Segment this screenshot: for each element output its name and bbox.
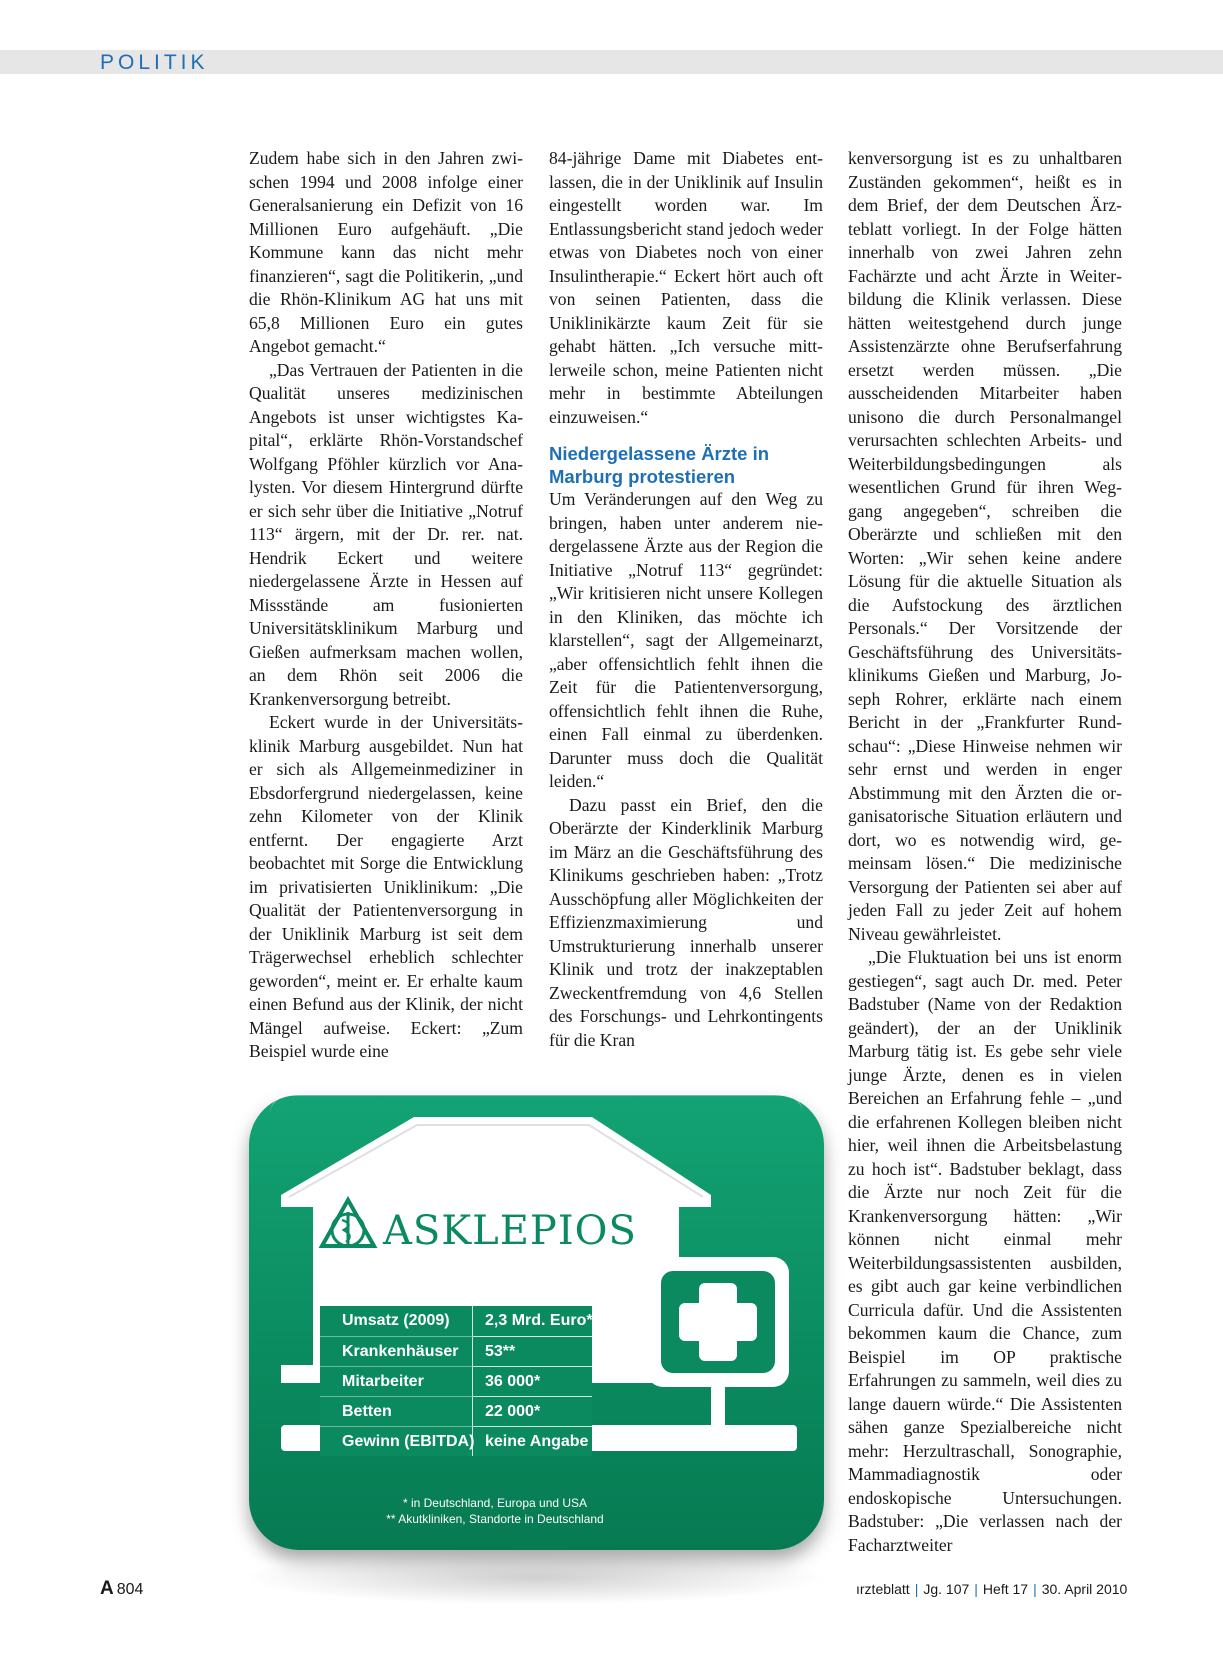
paragraph: Eckert wurde in der Universitätsklinik Marburg ausgebildet. Nun hat er sich als Allgemeinmediziner in Ebsdorfergrund niedergelassen, keine zehn Kilometer von der Klinik entfernt. Der engagierte Arzt beobachtet mit Sorge die Entwicklung im privatisierten Uniklinikum: „Die Qualität der Patientenversorgung in der Uniklinik Marburg ist seit dem Trägerwechsel erheblich schlechter geworden“, meint er. Er erhalte kaum einen Befund aus der Klinik, der nicht Mängel aufweise. Eckert: „Zum Beispiel wurde eine xyxy=(249,712,523,1061)
graphic-shadow xyxy=(240,1550,830,1605)
asklepios-logo-icon xyxy=(318,1196,378,1256)
fact-value: 2,3 Mrd. Euro* xyxy=(485,1312,593,1329)
paragraph: „Das Vertrauen der Patienten in die Qualität unseres medizinischen Angebots ist unser wichtigstes Kapital“, erklärte Rhön-Vorstandschef Wolfgang Pföhler kürzlich vor Analysten. Vor diesem Hintergrund dürfte er sich sehr über die Initiative „Notruf 113“ ärgern, mit der Dr. rer. nat. Hendrik Eckert und weitere niedergelassene Ärzte in Hessen auf Missstände am fusionierten Universitätsklinikum Marburg und Gießen aufmerksam machen wollen, an dem Rhön seit 2006 die Krankenversorgung betreibt. xyxy=(249,359,523,709)
fact-label: Gewinn (EBITDA) xyxy=(320,1426,473,1456)
fact-label: Krankenhäuser xyxy=(320,1336,473,1366)
paragraph: Dazu passt ein Brief, den die Oberärzte der Kinderklinik Marburg im März an die Geschäftsführung des Klinikums geschrieben haben: „Trotz Ausschöpfung aller Möglichkeiten der Effizienzmaximierung und Umstrukturierung innerhalb unserer Klinik und trotz der inakzeptablen Zweckentfremdung von 4,6 Stellen des Forschungs- und Lehrkontingents für die Kran xyxy=(549,794,823,1050)
fact-value: 53** xyxy=(473,1336,592,1366)
table-row xyxy=(320,1426,592,1456)
paragraph: „Die Fluktuation bei uns ist enorm gestiegen“, sagt auch Dr. med. Peter Badstuber (Name von der Redaktion geändert), der an der Uniklinik Marburg tätig ist. Es gebe sehr viele junge Ärzte, denen es in vielen Bereichen an Erfahrung fehle – „und die erfahrenen Kollegen bleiben nicht hier, weil ihnen die Arbeitsbelastung zu hoch ist“. Badstuber beklagt, dass die Ärzte nur noch Zeit für die Krankenversorgung hätten: „Wir können nicht einmal mehr Weiterbildungsassistenten ausbilden, es gibt auch gar keine verbindlichen Curricula dafür. Und die Assistenten bekommen kaum die Chance, zum Beispiel im OP praktische Erfahrungen zu sammeln, weil dies zu lange dauern würde.“ Die Assistenten sähen ganze Spezialbereiche nicht mehr: Herzultraschall, Sonographie, Mammadiagnostik oder endoskopische Untersuchungen. Badstuber: „Die verlassen nach der Facharztweiter xyxy=(848,947,1122,1555)
table-row xyxy=(320,1306,592,1336)
footnote: ** Akutkliniken, Standorte in Deutschland xyxy=(386,1512,604,1526)
paragraph: kenversorgung ist es zu unhaltbaren Zuständen gekommen“, heißt es in dem Brief, der dem Deutschen Ärzteblatt vorliegt. In der Folge hätten innerhalb von zwei Jahren zehn Fachärzte und acht Ärzte in Weiterbildung die Klinik verlassen. Diese hätten weitestgehend durch junge Assistenzärzte ohne Berufserfahrung ersetzt werden müssen. „Die ausscheidenden Mitarbeiter haben unisono die durch Personalmangel verursachten schlechten Arbeits- und Weiterbildungsbedingungen als wesentlichen Grund für ihren Weggang angegeben“, schreiben die Oberärzte und schließen mit den Worten: „Wir sehen keine andere Lösung für die aktuelle Situation als die Aufstockung des ärztlichen Personals.“ Der Vorsitzende der Geschäftsführung des Universitätsklinikums Gießen und Marburg, Joseph Rohrer, erklärte nach einem Bericht in der „Frankfurter Rundschau“: „Diese Hinweise nehmen wir sehr ernst und werden in enger Abstimmung mit den Ärzten die organisatorische Situation erläutern und dort, wo es notwendig wird, gemeinsam lösen.“ Die medizinische Versorgung der Patienten sei aber auf jeden Fall zu jeder Zeit auf hohem Niveau gewährleistet. xyxy=(848,148,1122,944)
table-row xyxy=(320,1396,592,1426)
fact-value: 36 000* xyxy=(473,1366,592,1396)
graphic-footnotes xyxy=(330,1495,660,1527)
fact-value: keine Angabe xyxy=(473,1426,592,1456)
journal-issue: Heft 17 xyxy=(982,1581,1029,1597)
journal-date: 30. April 2010 xyxy=(1041,1581,1128,1597)
fact-value: 22 000* xyxy=(473,1396,592,1426)
journal-info: ırzteblatt | Jg. 107 | Heft 17 | 30. April 2010 xyxy=(856,1581,1128,1597)
fact-label: Mitarbeiter xyxy=(320,1366,473,1396)
fact-label: Umsatz (2009) xyxy=(320,1306,473,1336)
article-column-1 xyxy=(249,147,523,1064)
article-column-2 xyxy=(549,147,823,1052)
article-column-3 xyxy=(848,147,1122,1557)
page-number xyxy=(100,1578,143,1600)
fact-label: Betten xyxy=(320,1396,473,1426)
article-subheading: Niedergelassene Ärzte in Marburg protestieren xyxy=(549,443,770,487)
paragraph: Um Veränderungen auf den Weg zu bringen, haben unter anderem niedergelassene Ärzte aus der Region die Initiative „Notruf 113“ gegründet: „Wir kritisieren nicht unsere Kollegen in den Kliniken, das möchte ich klarstellen“, sagt der Allgemeinarzt, „aber offensichtlich fehlt ihnen die Zeit für die Patientenversorgung, offensichtlich fehlt ihnen die Ruhe, einen Fall einmal zu überdenken. Darunter muss doch die Qualität leiden.“ xyxy=(549,489,823,791)
journal-name: ırzteblatt xyxy=(856,1581,910,1597)
table-row xyxy=(320,1366,592,1396)
facts-table xyxy=(320,1306,592,1456)
page-prefix: A xyxy=(100,1578,114,1599)
page-number-value: 804 xyxy=(116,1581,144,1598)
footnote: * in Deutschland, Europa und USA xyxy=(402,1496,588,1510)
journal-volume: Jg. 107 xyxy=(923,1581,970,1597)
paragraph: Zudem habe sich in den Jahren zwischen 1994 und 2008 infolge einer Generalsanierung ein Defizit von 16 Millionen Euro aufgehäuft. „Die Kommune kann das nicht mehr finanzieren“, sagt die Politikerin, „und die Rhön-Klinikum AG hat uns mit 65,8 Millionen Euro ein gutes Angebot gemacht.“ xyxy=(249,148,523,356)
paragraph: 84-jährige Dame mit Diabetes entlassen, die in der Uniklinik auf Insulin eingestellt worden war. Im Entlassungsbericht stand jedoch weder etwas von Diabetes noch von einer Insulintherapie.“ Eckert hört auch oft von seinen Patienten, dass die Uniklinikärzte kaum Zeit für sie gehabt hätten. „Ich versuche mittlerweile schon, meine Patienten nicht mehr in bestimmte Abteilungen einzuweisen.“ xyxy=(549,148,823,427)
table-row xyxy=(320,1336,592,1366)
section-label: POLITIK xyxy=(100,51,209,74)
brand-name: ASKLEPIOS xyxy=(383,1208,637,1254)
